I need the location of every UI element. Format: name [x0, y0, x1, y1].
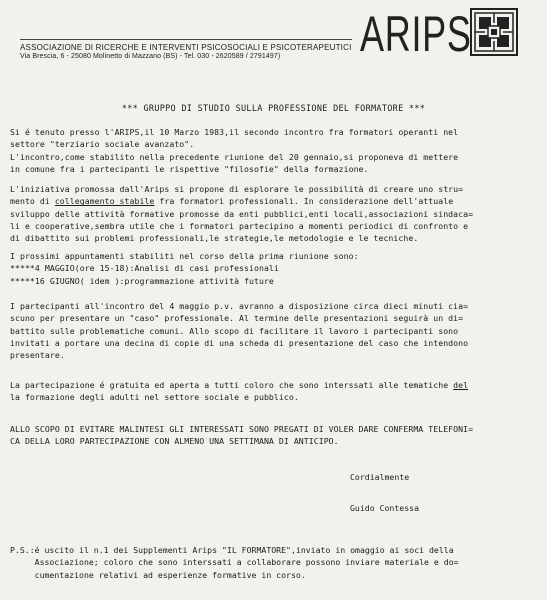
appointment-item: *****16 GIUGNO( idem ):programmazione attività future	[10, 275, 274, 286]
closing: Cordialmente	[350, 472, 410, 482]
text-line: sviluppo delle attività formative promosse da enti pubblici,enti locali,associazioni sindaca=	[10, 208, 474, 219]
text-line: mento di collegamento stabile fra formatori professionali. In considerazione dell'attuale	[10, 196, 454, 207]
text-line: di dibattito sui problemi professionali,le strategie,le metodologie e le tecniche.	[10, 233, 419, 244]
underlined-text: collegamento stabile	[54, 196, 155, 207]
paragraph-initiative	[10, 183, 473, 244]
text-line: cumentazione relativi ad esperienze formative in corso.	[10, 569, 306, 580]
text-line: presentare.	[10, 350, 65, 361]
text-line: in comune fra i partecipanti le rispettive "filosofie" della formazione.	[10, 163, 369, 174]
text-line: ALLO SCOPO DI EVITARE MALINTESI GLI INTERESSATI SONO PREGATI DI VOLER DARE CONFERMA TELEFONI=	[10, 424, 474, 434]
text-line: I prossimi appuntamenti stabiliti nel corso della prima riunione sono:	[10, 251, 359, 261]
paragraph-meeting	[10, 126, 458, 175]
text-line: invitati a portare una decina di copie di una scheda di presentazione del caso che intendono	[10, 337, 469, 348]
text-line: L'iniziativa promossa dall'Arips si propone di esplorare le possibilità di creare uno stru=	[10, 184, 464, 194]
header-rule	[20, 39, 352, 40]
text-line: I partecipanti all'incontro del 4 maggio p.v. avranno a disposizione circa dieci minuti cia=	[10, 301, 469, 311]
text-line: Si é tenuto presso l'ARIPS,il 10 Marzo 1983,il secondo incontro fra formatori operanti nel	[10, 127, 459, 137]
text-line: Associazione; coloro che sono interssati a collaborare possono inviare materiale e do=	[10, 557, 459, 568]
text-line: la formazione degli adulti nel settore sociale e pubblico.	[10, 392, 299, 403]
logo-text: ARIPS	[360, 6, 472, 62]
underlined-text: del	[453, 380, 469, 390]
signature: Guido Contessa	[350, 503, 420, 513]
arips-logo-icon	[470, 8, 518, 56]
text-line: battito sulle problematiche comuni. Allo scopo di facilitare il lavoro i partecipanti sono	[10, 325, 459, 336]
paragraph-participation	[10, 379, 468, 404]
text-line: P.S.:é uscito il n.1 dei Supplementi Arips "IL FORMATORE",inviato in omaggio ai soci della	[10, 545, 454, 555]
organization-name: ASSOCIAZIONE DI RICERCHE E INTERVENTI PSICOSOCIALI E PSICOTERAPEUTICI	[20, 43, 352, 52]
paragraph-appointments	[10, 250, 359, 287]
text-line: L'incontro,come stabilito nella precedente riunione del 20 gennaio,si proponeva di mettere	[10, 151, 459, 162]
text-line: li e cooperative,sembra utile che i formatori partecipino a momenti periodici di confronto e	[10, 220, 469, 231]
text-line: settore "terziario sociale avanzato".	[10, 139, 195, 150]
text-line: La partecipazione é gratuita ed aperta a tutti coloro che sono interssati alle tematiche del	[10, 380, 469, 390]
paragraph-notice	[10, 423, 473, 448]
document-title: *** GRUPPO DI STUDIO SULLA PROFESSIONE DEL FORMATORE ***	[121, 104, 426, 114]
text-line: scuno per presentare un "caso" professionale. Al termine delle presentazioni seguirà un di=	[10, 313, 464, 324]
text-line: CA DELLA LORO PARTECIPAZIONE CON ALMENO UNA SETTIMANA DI ANTICIPO.	[10, 436, 339, 447]
appointment-item: *****4 MAGGIO(ore 15-18):Analisi di casi professionali	[10, 263, 279, 274]
organization-address: Via Brescia, 6 - 25080 Molinetto di Mazzano (BS) - Tel. 030 - 2620589 / 2791497)	[20, 53, 281, 60]
postscript	[10, 544, 459, 581]
paragraph-participants	[10, 300, 468, 361]
